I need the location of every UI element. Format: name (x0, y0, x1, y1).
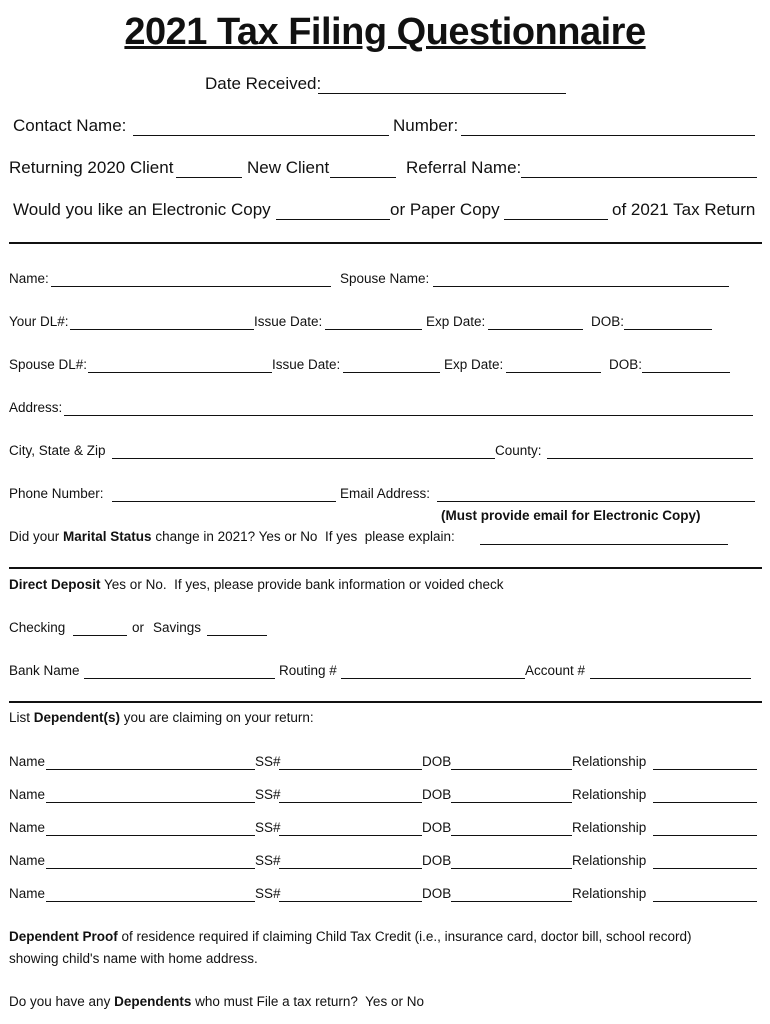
routing-field[interactable] (341, 678, 525, 679)
dependent-relationship-label: Relationship (572, 820, 647, 835)
dependent-name-label: Name (9, 853, 46, 868)
dependent-dob-label: DOB (422, 787, 452, 802)
electronic-copy-label: Would you like an Electronic Copy (13, 200, 271, 219)
spouse-name-field[interactable] (433, 286, 729, 287)
dependent-dob-field[interactable] (451, 901, 572, 902)
issue-date-label: Issue Date: (254, 314, 323, 329)
dob-field[interactable] (624, 329, 712, 330)
dependent-ss-field[interactable] (279, 769, 422, 770)
bank-name-field[interactable] (84, 678, 275, 679)
checking-label: Checking (9, 620, 66, 635)
dependent-ss-field[interactable] (279, 868, 422, 869)
name-label: Name: (9, 271, 49, 286)
spouse-exp-date-label: Exp Date: (444, 357, 504, 372)
phone-label: Phone Number: (9, 486, 104, 501)
new-client-field[interactable] (330, 177, 396, 178)
direct-deposit-question: Direct Deposit Yes or No. If yes, please provide bank information or voided check (9, 577, 504, 592)
dob-label: DOB: (591, 314, 625, 329)
dependent-name-label: Name (9, 886, 46, 901)
dependent-dob-field[interactable] (451, 802, 572, 803)
name-field[interactable] (51, 286, 331, 287)
section-divider (9, 567, 762, 569)
returning-client-field[interactable] (176, 177, 242, 178)
dependent-dob-field[interactable] (451, 769, 572, 770)
dependents-filing-question: Do you have any Dependents who must File a tax return? Yes or No (9, 994, 424, 1009)
dependent-name-field[interactable] (46, 901, 255, 902)
dependent-name-field[interactable] (46, 835, 255, 836)
city-state-zip-field[interactable] (112, 458, 495, 459)
of-return-label: of 2021 Tax Return (612, 200, 756, 219)
number-field[interactable] (461, 135, 755, 136)
or-label: or (132, 620, 145, 635)
dependent-ss-label: SS# (255, 787, 281, 802)
dependent-dob-field[interactable] (451, 868, 572, 869)
dependent-proof-note: Dependent Proof of residence required if claiming Child Tax Credit (i.e., insurance card, doctor bill, school record) (9, 929, 692, 944)
county-field[interactable] (547, 458, 753, 459)
dependent-ss-label: SS# (255, 820, 281, 835)
county-label: County: (495, 443, 542, 458)
marital-status-question: Did your Marital Status change in 2021? Yes or No If yes please explain: (9, 529, 455, 544)
dependent-name-label: Name (9, 787, 46, 802)
dependent-relationship-label: Relationship (572, 886, 647, 901)
electronic-copy-field[interactable] (276, 219, 390, 220)
account-label: Account # (525, 663, 586, 678)
checking-field[interactable] (73, 635, 127, 636)
dependent-dob-label: DOB (422, 853, 452, 868)
dependent-proof-note-line2: showing child's name with home address. (9, 951, 258, 966)
email-note: (Must provide email for Electronic Copy) (441, 508, 701, 523)
dependent-ss-label: SS# (255, 853, 281, 868)
dependent-relationship-field[interactable] (653, 769, 757, 770)
exp-date-field[interactable] (488, 329, 583, 330)
phone-field[interactable] (112, 501, 336, 502)
spouse-exp-date-field[interactable] (506, 372, 601, 373)
spouse-dob-field[interactable] (642, 372, 730, 373)
bank-name-label: Bank Name (9, 663, 80, 678)
contact-name-label: Contact Name: (13, 116, 127, 135)
form-title: 2021 Tax Filing Questionnaire (124, 11, 646, 53)
dependent-relationship-field[interactable] (653, 802, 757, 803)
section-divider (9, 242, 762, 244)
spouse-issue-date-label: Issue Date: (272, 357, 341, 372)
contact-name-field[interactable] (133, 135, 389, 136)
paper-copy-label: or Paper Copy (390, 200, 500, 219)
dependent-name-label: Name (9, 754, 46, 769)
spouse-name-label: Spouse Name: (340, 271, 430, 286)
paper-copy-field[interactable] (504, 219, 608, 220)
dependent-dob-field[interactable] (451, 835, 572, 836)
dependent-dob-label: DOB (422, 754, 452, 769)
dependent-name-field[interactable] (46, 802, 255, 803)
address-label: Address: (9, 400, 63, 415)
your-dl-field[interactable] (70, 329, 254, 330)
number-label: Number: (393, 116, 459, 135)
dependents-heading: List Dependent(s) you are claiming on your return: (9, 710, 314, 725)
referral-name-label: Referral Name: (406, 158, 522, 177)
spouse-dob-label: DOB: (609, 357, 643, 372)
exp-date-label: Exp Date: (426, 314, 486, 329)
dependent-ss-field[interactable] (279, 802, 422, 803)
spouse-dl-label: Spouse DL#: (9, 357, 88, 372)
date-received-field[interactable] (318, 93, 566, 94)
email-field[interactable] (437, 501, 755, 502)
spouse-dl-field[interactable] (88, 372, 272, 373)
account-field[interactable] (590, 678, 751, 679)
savings-label: Savings (153, 620, 202, 635)
dependent-name-label: Name (9, 820, 46, 835)
dependent-relationship-label: Relationship (572, 754, 647, 769)
dependent-relationship-field[interactable] (653, 868, 757, 869)
date-received-label: Date Received: (205, 74, 322, 93)
new-client-label: New Client (247, 158, 330, 177)
dependent-name-field[interactable] (46, 769, 255, 770)
dependent-relationship-field[interactable] (653, 901, 757, 902)
returning-client-label: Returning 2020 Client (9, 158, 174, 177)
dependent-dob-label: DOB (422, 820, 452, 835)
city-state-zip-label: City, State & Zip (9, 443, 106, 458)
email-label: Email Address: (340, 486, 431, 501)
issue-date-field[interactable] (325, 329, 422, 330)
marital-explain-field[interactable] (480, 544, 728, 545)
section-divider (9, 701, 762, 703)
spouse-issue-date-field[interactable] (343, 372, 440, 373)
dependent-relationship-field[interactable] (653, 835, 757, 836)
dependent-ss-label: SS# (255, 886, 281, 901)
savings-field[interactable] (207, 635, 267, 636)
dependent-relationship-label: Relationship (572, 787, 647, 802)
address-field[interactable] (64, 415, 753, 416)
referral-name-field[interactable] (521, 177, 757, 178)
your-dl-label: Your DL#: (9, 314, 69, 329)
dependent-ss-label: SS# (255, 754, 281, 769)
routing-label: Routing # (279, 663, 337, 678)
dependent-ss-field[interactable] (279, 835, 422, 836)
dependent-ss-field[interactable] (279, 901, 422, 902)
dependent-dob-label: DOB (422, 886, 452, 901)
dependent-relationship-label: Relationship (572, 853, 647, 868)
dependent-name-field[interactable] (46, 868, 255, 869)
